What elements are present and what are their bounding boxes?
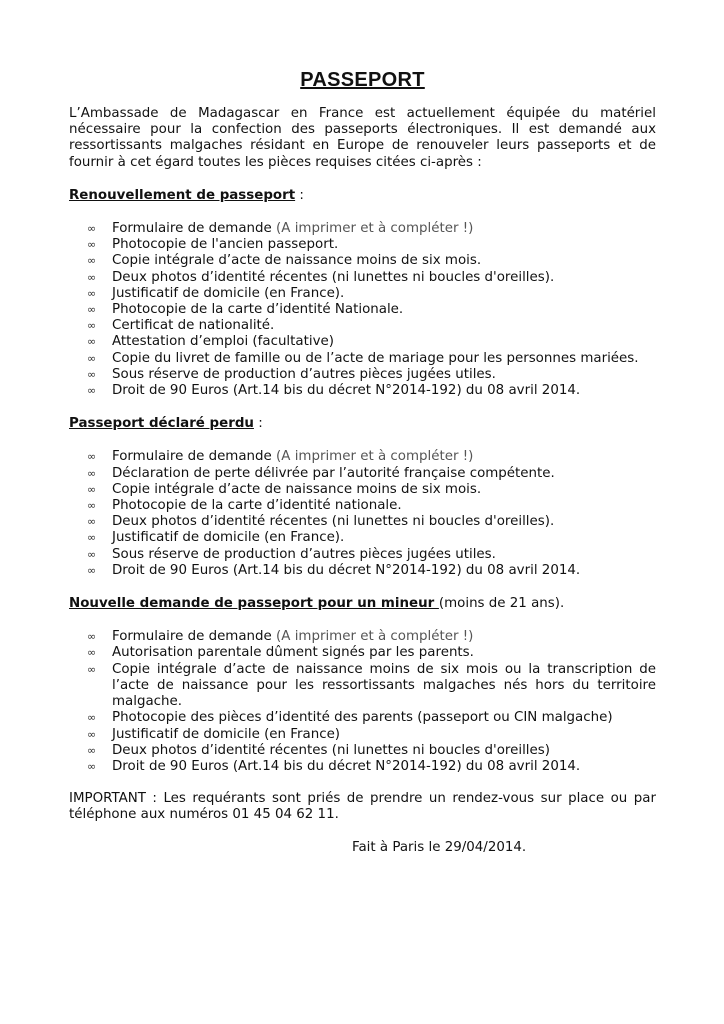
requirements-list-mineur: [69, 629, 656, 775]
infinity-bullet-icon: ∞: [87, 286, 97, 300]
list-item: ∞ Droit de 90 Euros (Art.14 bis du décret N°2014-192) du 08 avril 2014.: [87, 383, 581, 399]
list-item: ∞ Photocopie de la carte d’identité Nationale.: [87, 302, 404, 318]
print-note: (A imprimer et à compléter !): [276, 449, 474, 465]
section-heading-perdu: [69, 416, 656, 432]
list-item: ∞ Photocopie de la carte d’identité nationale.: [87, 498, 402, 514]
infinity-bullet-icon: ∞: [87, 466, 97, 480]
infinity-bullet-icon: ∞: [87, 727, 97, 741]
section-title-suffix: (moins de 21 ans).: [438, 596, 565, 612]
infinity-bullet-icon: ∞: [87, 711, 97, 725]
infinity-bullet-icon: ∞: [87, 662, 97, 676]
requirements-list-perdu: [69, 449, 656, 579]
list-item: ∞ Certificat de nationalité.: [87, 318, 275, 334]
list-item: ∞ Sous réserve de production d’autres pièces jugées utiles.: [87, 366, 496, 382]
infinity-bullet-icon: ∞: [87, 482, 97, 496]
list-item: ∞ Formulaire de demande (A imprimer et à compléter !): [87, 629, 474, 645]
list-item: ∞ Formulaire de demande (A imprimer et à compléter !): [87, 221, 474, 237]
infinity-bullet-icon: ∞: [87, 303, 97, 317]
infinity-bullet-icon: ∞: [87, 367, 97, 381]
list-item: ∞ Deux photos d’identité récentes (ni lunettes ni boucles d'oreilles).: [87, 514, 555, 530]
list-item: ∞ Justificatif de domicile (en France): [87, 726, 341, 742]
list-item: ∞ Photocopie des pièces d’identité des parents (passeport ou CIN malgache): [87, 710, 613, 726]
infinity-bullet-icon: ∞: [87, 499, 97, 513]
important-notice: IMPORTANT : Les requérants sont priés de prendre un rendez-vous sur place ou par téléphone aux numéros 01 45 04 62 11.: [69, 791, 656, 823]
list-item: ∞ Justificatif de domicile (en France).: [87, 530, 345, 546]
section-title: Renouvellement de passeport: [69, 187, 296, 203]
section-title: Nouvelle demande de passeport pour un mineur: [69, 596, 439, 612]
list-item: ∞ Droit de 90 Euros (Art.14 bis du décret N°2014-192) du 08 avril 2014.: [87, 562, 581, 578]
infinity-bullet-icon: ∞: [87, 238, 97, 252]
infinity-bullet-icon: ∞: [87, 759, 97, 773]
infinity-bullet-icon: ∞: [87, 515, 97, 529]
infinity-bullet-icon: ∞: [87, 254, 97, 268]
print-note: (A imprimer et à compléter !): [276, 629, 474, 645]
list-item: ∞ Deux photos d’identité récentes (ni lunettes ni boucles d'oreilles).: [87, 269, 555, 285]
list-item: ∞ Sous réserve de production d’autres pièces jugées utiles.: [87, 546, 496, 562]
list-item: ∞ Déclaration de perte délivrée par l’autorité française compétente.: [87, 465, 555, 481]
infinity-bullet-icon: ∞: [87, 547, 97, 561]
infinity-bullet-icon: ∞: [87, 351, 97, 365]
list-item: ∞ Justificatif de domicile (en France).: [87, 285, 345, 301]
infinity-bullet-icon: ∞: [87, 531, 97, 545]
infinity-bullet-icon: ∞: [87, 222, 97, 236]
requirements-list-renouvellement: [69, 221, 656, 399]
infinity-bullet-icon: ∞: [87, 384, 97, 398]
infinity-bullet-icon: ∞: [87, 319, 97, 333]
infinity-bullet-icon: ∞: [87, 563, 97, 577]
infinity-bullet-icon: ∞: [87, 335, 97, 349]
list-item: ∞ Deux photos d’identité récentes (ni lunettes ni boucles d'oreilles): [87, 742, 550, 758]
section-title-suffix: :: [295, 187, 304, 203]
intro-paragraph: L’Ambassade de Madagascar en France est actuellement équipée du matériel nécessaire pour la confection des passeports électroniques. Il est demandé aux ressortissants malgaches résidant en Europe de renouveler leurs passeports et de fournir à cet égard toutes les pièces requises citées ci-après :: [69, 106, 656, 170]
section-title: Passeport déclaré perdu: [69, 416, 254, 432]
document-title: PASSEPORT: [300, 69, 425, 91]
list-item: ∞ Formulaire de demande (A imprimer et à compléter !): [87, 449, 474, 465]
list-item: ∞ Droit de 90 Euros (Art.14 bis du décret N°2014-192) du 08 avril 2014.: [87, 758, 581, 774]
infinity-bullet-icon: ∞: [87, 270, 97, 284]
section-heading-renouvellement: [69, 188, 656, 204]
infinity-bullet-icon: ∞: [87, 646, 97, 660]
list-item: ∞ Autorisation parentale dûment signés par les parents.: [87, 645, 474, 661]
infinity-bullet-icon: ∞: [87, 450, 97, 464]
infinity-bullet-icon: ∞: [87, 630, 97, 644]
section-title-suffix: :: [253, 416, 263, 432]
list-item: ∞ Copie du livret de famille ou de l’acte de mariage pour les personnes mariées.: [87, 350, 639, 366]
infinity-bullet-icon: ∞: [87, 743, 97, 757]
print-note: (A imprimer et à compléter !): [276, 221, 474, 237]
document-page: [69, 68, 656, 856]
section-heading-mineur: [69, 596, 656, 612]
signature-date: Fait à Paris le 29/04/2014.: [352, 839, 527, 855]
list-item: ∞ Attestation d’emploi (facultative): [87, 334, 334, 350]
list-item: ∞ Copie intégrale d’acte de naissance moins de six mois.: [87, 253, 482, 269]
list-item: ∞ Copie intégrale d’acte de naissance moins de six mois.: [87, 481, 482, 497]
list-item: ∞ Photocopie de l'ancien passeport.: [87, 237, 339, 253]
list-item: ∞ Copie intégrale d’acte de naissance moins de six mois ou la transcription de l’acte de naissance pour les ressortissants malgaches nés hors du territoire malgache.: [87, 661, 656, 710]
